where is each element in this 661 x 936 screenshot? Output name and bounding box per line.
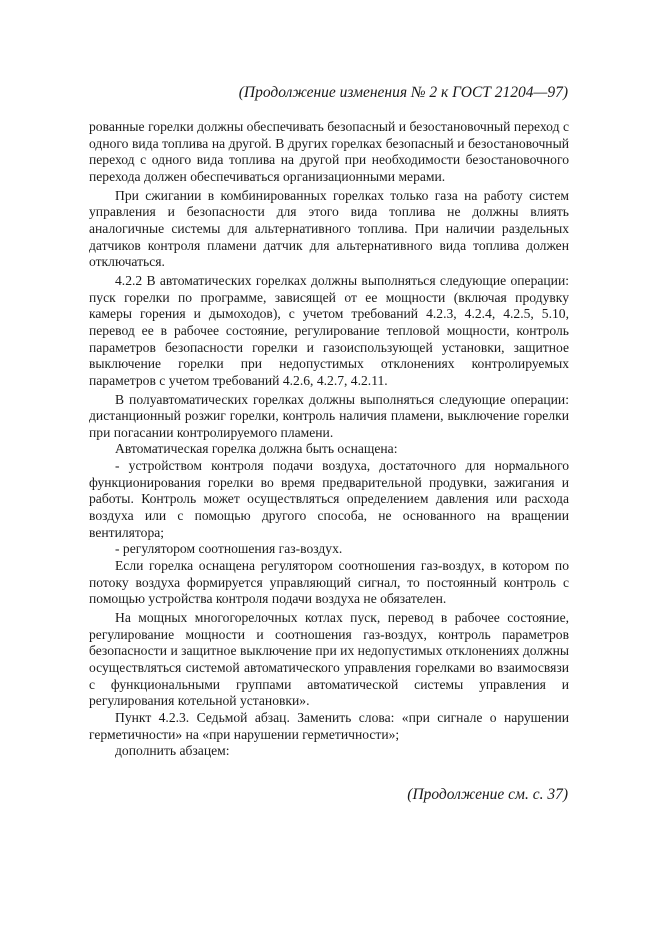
- paragraph-semi-automatic: В полуавтоматических горелках должны выполняться следующие операции: дистанционный розжиг горелки, контроль наличия пламени, выключение горелки при погасании контролируемого пламени.: [89, 391, 569, 440]
- paragraph-multi-burner-boilers: На мощных многогорелочных котлах пуск, перевод в рабочее состояние, регулирование мощности и соотношения газ-воздух, контроль параметров безопасности и защитное выключение при их недопустимых отклонениях должны осуществляться системой автоматического управления горелками во взаимосвязи с функциональными группами автоматической системы управления и регулирования котельной установки».: [89, 610, 569, 709]
- paragraph-equipped-intro: Автоматическая горелка должна быть оснащена:: [115, 441, 398, 457]
- continuation-footer: (Продолжение см. с. 37): [407, 786, 568, 803]
- document-body: [89, 119, 569, 760]
- paragraph-clause-4-2-3: Пункт 4.2.3. Седьмой абзац. Заменить слова: «при сигнале о нарушении герметичности» на «при нарушении герметичности»;: [89, 709, 569, 742]
- paragraph-add-clause: дополнить абзацем:: [115, 743, 230, 759]
- paragraph-4-2-2: 4.2.2 В автоматических горелках должны выполняться следующие операции: пуск горелки по программе, зависящей от ее мощности (включая продувку камеры горения и дымоходов), с учетом требований 4.2.3, 4.2.4, 4.2.5, 5.10, перевод ее в рабочее состояние, регулирование тепловой мощности, контроль параметров безопасности горелки и газоиспользующей установки, защитное выключение горелки при недопустимых отклонениях контролируемых параметров с учетом требований 4.2.6, 4.2.7, 4.2.11.: [89, 272, 569, 388]
- paragraph-combined-burners: При сжигании в комбинированных горелках только газа на работу систем управления и безопасности для этого вида топлива не должны влиять аналогичные системы для альтернативного топлива. При наличии раздельных датчиков контроля пламени датчик для альтернативного вида топлива должен отключаться.: [89, 187, 569, 270]
- continuation-header: (Продолжение изменения № 2 к ГОСТ 21204—97): [238, 84, 568, 101]
- paragraph-ratio-regulator: - регулятором соотношения газ-воздух.: [115, 541, 343, 557]
- paragraph-continued: рованные горелки должны обеспечивать безопасный и безостановочный переход с одного вида топлива на другой. В других горелках безопасный и безостановочный переход с одного вида топлива на другой при необходимости безостановочного перехода должен обеспечиваться организационными мерами.: [89, 119, 569, 184]
- paragraph-air-supply-device: - устройством контроля подачи воздуха, достаточного для нормального функционирования горелки во время предварительной продувки, зажигания и работы. Контроль может осуществляться определением давления или расхода воздуха или с помощью другого способа, не основанного на вращении вентилятора;: [89, 458, 569, 540]
- paragraph-ratio-control: Если горелка оснащена регулятором соотношения газ-воздух, в котором по потоку воздуха формируется управляющий сигнал, то постоянный контроль с помощью устройства контроля подачи воздуха не обязателен.: [89, 558, 569, 607]
